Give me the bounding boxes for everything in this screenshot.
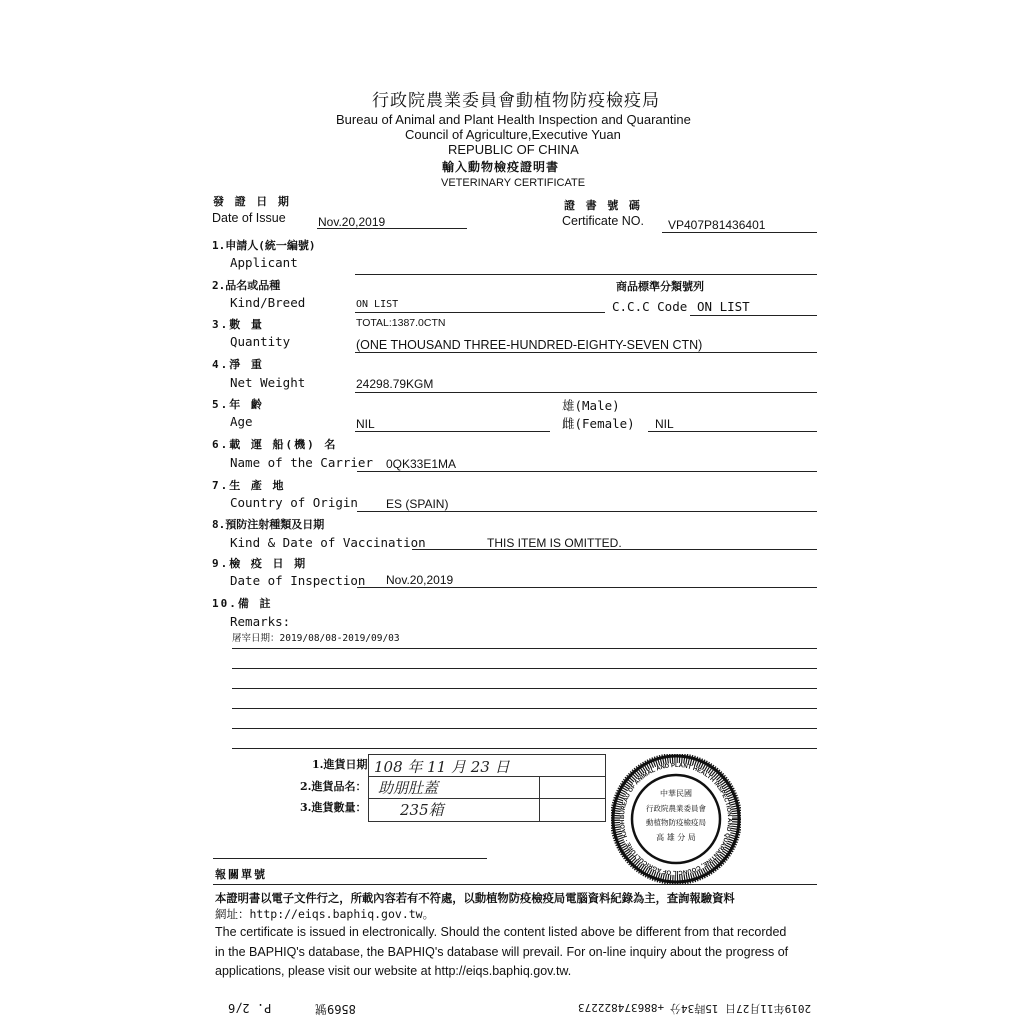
origin-label-cn: 7.生 產 地 (212, 479, 286, 492)
kind-underline (355, 312, 605, 313)
footer-note-cn-2: 網址：http://eiqs.baphiq.gov.tw。 (215, 907, 435, 921)
remarks-label-cn: 10.備 註 (212, 597, 273, 610)
net-weight-underline (355, 392, 817, 393)
sex-value: NIL (655, 417, 674, 431)
age-label: Age (230, 414, 253, 429)
carrier-underline (357, 471, 817, 472)
certificate-no-label: Certificate NO. (562, 214, 644, 228)
net-weight-value: 24298.79KGM (356, 377, 434, 391)
agency-title-cn: 行政院農業委員會動植物防疫檢疫局 (372, 91, 660, 111)
kind-value: ON LIST (356, 299, 399, 310)
applicant-label-cn: 1.申請人(統一編號) (212, 239, 316, 252)
remarks-line-4 (232, 708, 817, 709)
stamp-row3-label: 3.進貨數量： (300, 801, 367, 814)
certificate-no-value: VP407P81436401 (668, 218, 766, 232)
seal-line-3: 動植物防疫檢疫局 (646, 818, 706, 827)
issue-date-label-cn: 發 證 日 期 (213, 195, 291, 208)
certificate-no-underline (662, 232, 817, 233)
sex-underline (648, 431, 817, 432)
inspection-label: Date of Inspection (230, 573, 366, 588)
stamp-row1-label: 1.進貨日期 (312, 758, 368, 771)
agency-title-en: Bureau of Animal and Plant Health Inspection and Quarantine (336, 112, 691, 127)
seal-line-2: 行政院農業委員會 (646, 804, 706, 813)
issue-date-value: Nov.20,2019 (318, 215, 386, 229)
stamp-row1-value: 108 年 11 月 23 日 (374, 758, 510, 776)
age-label-cn: 5.年 齡 (212, 398, 264, 411)
remarks-line-2 (232, 668, 817, 669)
certificate-title-cn: 輸入動物檢疫證明書 (442, 160, 560, 174)
vaccination-value: THIS ITEM IS OMITTED. (487, 536, 622, 550)
quantity-label: Quantity (230, 334, 291, 349)
applicant-underline (355, 274, 817, 275)
remarks-line-6 (232, 748, 817, 749)
footer-note-en-1: The certificate is issued in electronically. Should the content listed above be different from that recorded (215, 925, 787, 939)
footer-divider (213, 884, 817, 885)
ccc-code-label: C.C.C Code (612, 299, 688, 314)
ccc-code-value: ON LIST (697, 299, 750, 314)
vaccination-label-cn: 8.預防注射種類及日期 (212, 518, 325, 531)
certificate-title-en: VETERINARY CERTIFICATE (441, 177, 586, 189)
fax-phone: +886374822273 (578, 1001, 665, 1014)
receiving-stamp (298, 754, 608, 824)
quantity-underline (355, 352, 817, 353)
fax-datetime: 2019年11月27日 15時34分 (670, 1002, 812, 1015)
origin-label: Country of Origin (230, 495, 358, 510)
net-weight-label: Net Weight (230, 375, 306, 390)
remarks-line-1 (232, 648, 817, 649)
certificate-no-label-cn: 證 書 號 碼 (564, 199, 642, 212)
ccc-code-underline (690, 315, 817, 316)
vaccination-underline (412, 549, 817, 550)
seal-line-1: 中華民國 (660, 789, 692, 798)
vaccination-label: Kind & Date of Vaccination (230, 535, 426, 550)
age-value: NIL (356, 417, 375, 431)
age-underline (355, 431, 550, 432)
remarks-value: 屠宰日期：2019/08/08-2019/09/03 (232, 633, 400, 644)
inspection-label-cn: 9.檢 疫 日 期 (212, 557, 308, 570)
footer-note-en-3: applications, please visit our website at http://eiqs.baphiq.gov.tw. (215, 964, 572, 978)
remarks-line-3 (232, 688, 817, 689)
issue-date-underline (317, 228, 467, 229)
kind-label: Kind/Breed (230, 295, 306, 310)
inspection-value: Nov.20,2019 (386, 573, 454, 587)
quantity-label-cn: 3.數 量 (212, 318, 264, 331)
remarks-label: Remarks: (230, 614, 291, 629)
country-name: REPUBLIC OF CHINA (448, 142, 579, 157)
inspection-underline (357, 587, 817, 588)
origin-value: ES (SPAIN) (386, 497, 449, 511)
fax-machine-number: 8569號 (315, 1002, 356, 1016)
official-seal (611, 754, 741, 884)
kind-label-cn: 2.品名或品種 (212, 279, 281, 292)
fax-page-number: P. 2/6 (228, 1001, 272, 1015)
ccc-code-label-cn: 商品標準分類號列 (616, 280, 704, 293)
customs-number-label: 報關單號 (215, 868, 267, 881)
customs-line (213, 858, 487, 859)
council-name: Council of Agriculture,Executive Yuan (405, 127, 621, 142)
net-weight-label-cn: 4.淨 重 (212, 358, 264, 371)
origin-underline (357, 511, 817, 512)
carrier-label: Name of the Carrier (230, 455, 373, 470)
issue-date-label: Date of Issue (212, 211, 286, 225)
seal-ring-text: BUREAU OF ANIMAL AND PLANT HEALTH INSPECTION AND QUARANTINE, COUNCIL OF AGRICULTURE · KAOH (619, 762, 733, 876)
sex-male-label: 雄(Male) (562, 398, 620, 413)
stamp-row2-label: 2.進貨品名： (300, 780, 367, 793)
footer-note-en-2: in the BAPHIQ's database, the BAPHIQ's database will prevail. For on-line inquiry about the progress of (215, 945, 789, 959)
carrier-label-cn: 6.載 運 船(機) 名 (212, 438, 338, 451)
stamp-row3-value: 235箱 (400, 801, 444, 819)
footer-note-cn-1: 本證明書以電子文件行之，所載內容若有不符處，以動植物防疫檢疫局電腦資料紀錄為主，查詢報驗資料 (215, 892, 735, 905)
sex-female-label: 雌(Female) (562, 416, 635, 431)
carrier-value: 0QK33E1MA (386, 457, 457, 471)
remarks-line-5 (232, 728, 817, 729)
quantity-value: (ONE THOUSAND THREE-HUNDRED-EIGHTY-SEVEN CTN) (356, 338, 703, 352)
applicant-label: Applicant (230, 255, 298, 270)
quantity-total: TOTAL:1387.0CTN (356, 317, 446, 329)
seal-line-4: 高 雄 分 局 (656, 833, 696, 842)
stamp-row2-value: 助朋肚蓋 (378, 779, 439, 797)
